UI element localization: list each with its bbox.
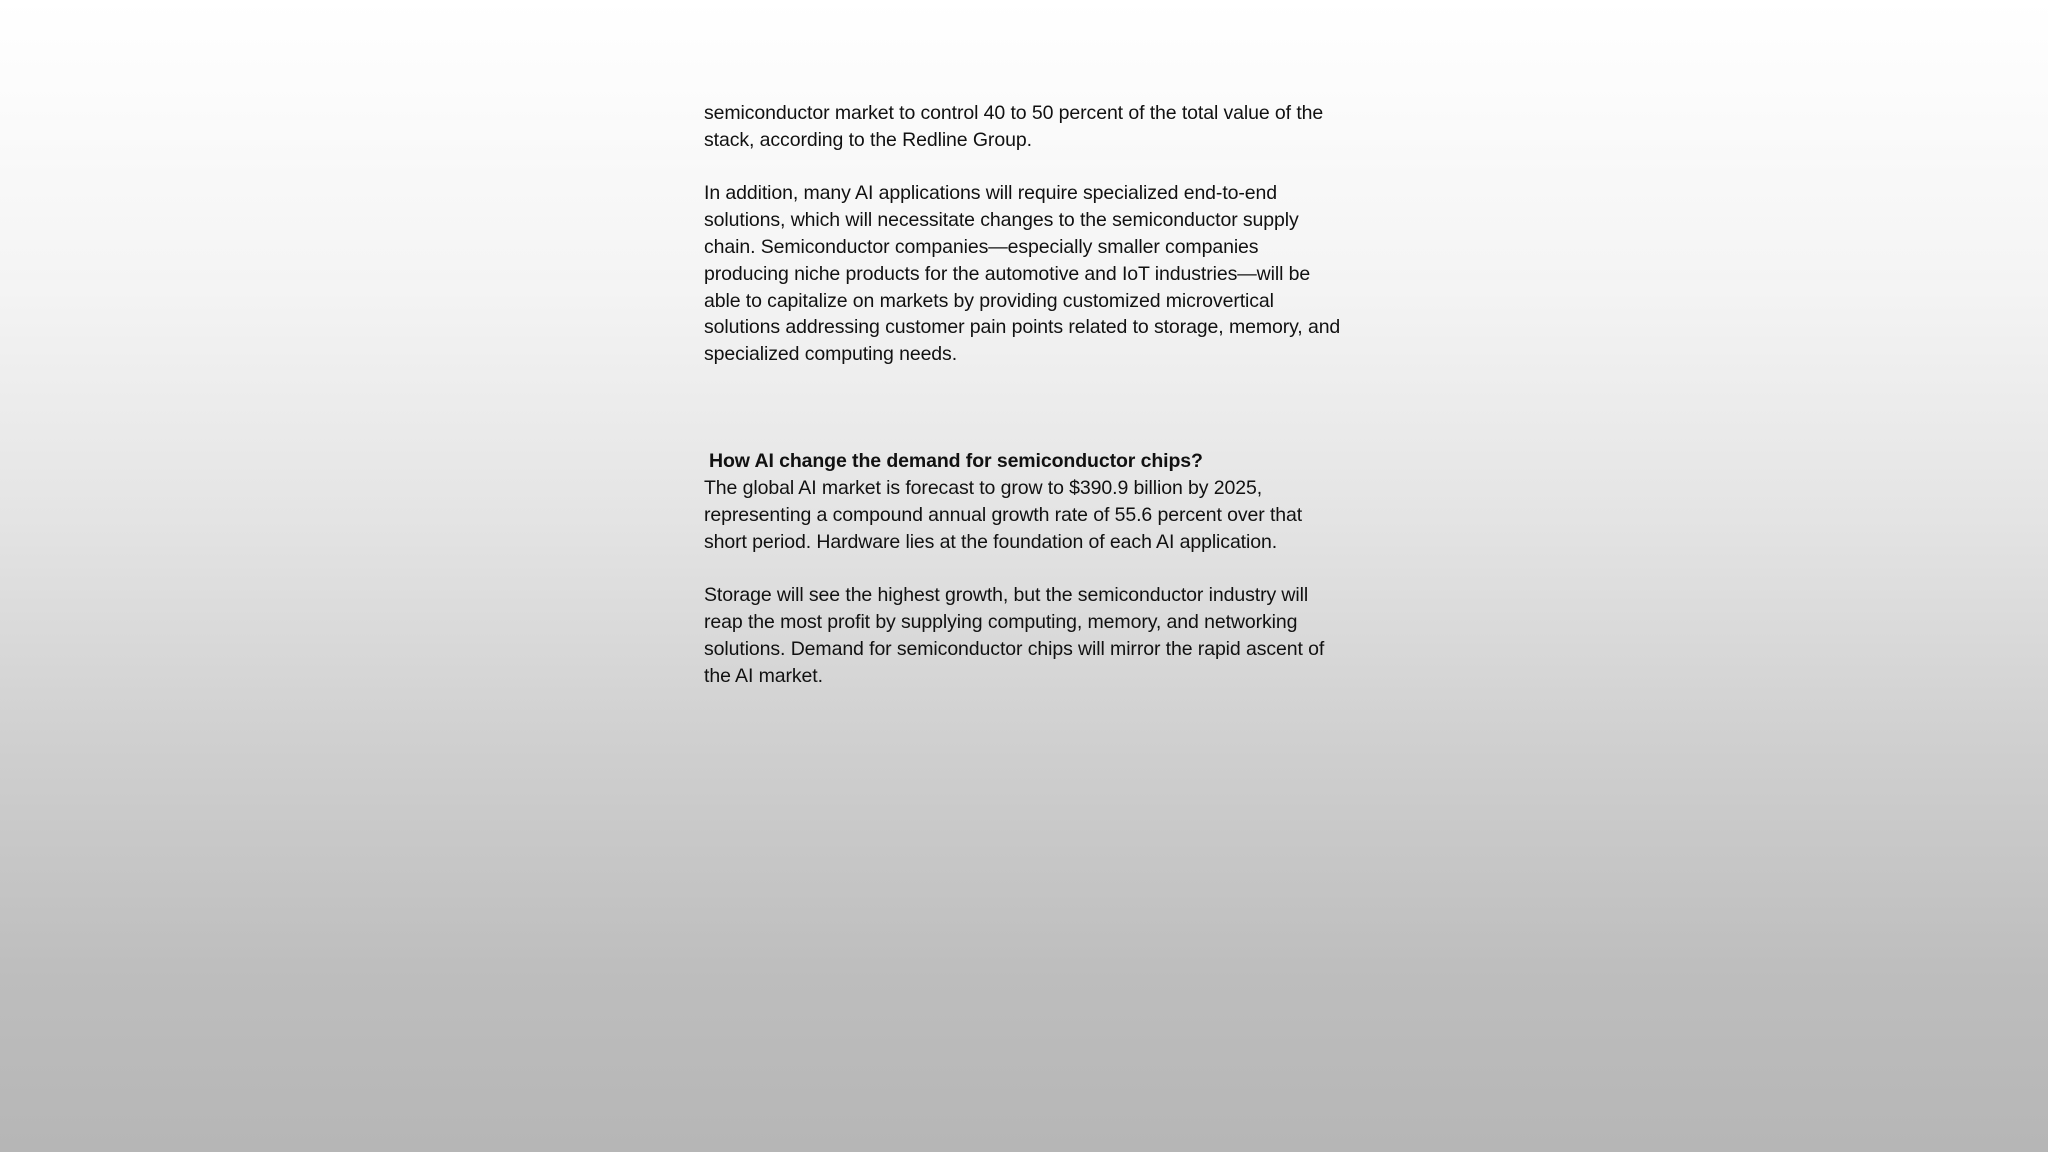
paragraph-end-to-end-solutions: In addition, many AI applications will require specialized end-to-end solutions, which will necessitate changes to the semiconductor supply chain. Semiconductor companies—especially smaller companies producing niche products for the automotive and IoT industries—will be able to capitalize on markets by providing customized microvertical solutions addressing customer pain points related to storage, memory, and specialized computing needs. — [704, 182, 1341, 366]
text-body — [704, 100, 1344, 690]
section-heading: How AI change the demand for semiconductor chips? — [709, 450, 1203, 473]
paragraph-stack-value: semiconductor market to control 40 to 50 percent of the total value of the stack, according to the Redline Group. — [704, 102, 1324, 151]
paragraph-storage-growth: Storage will see the highest growth, but the semiconductor industry will reap the most profit by supplying computing, memory, and networking solutions. Demand for semiconductor chips will mirror the rapid ascent of the AI market. — [704, 584, 1325, 687]
paragraph-spacer — [704, 154, 1344, 181]
section-spacer — [704, 368, 1344, 448]
paragraph-ai-market-forecast: The global AI market is forecast to grow to $390.9 billion by 2025, representing a compound annual growth rate of 55.6 percent over that short period. Hardware lies at the foundation of each AI application. — [704, 477, 1303, 553]
paragraph-spacer — [704, 556, 1344, 583]
